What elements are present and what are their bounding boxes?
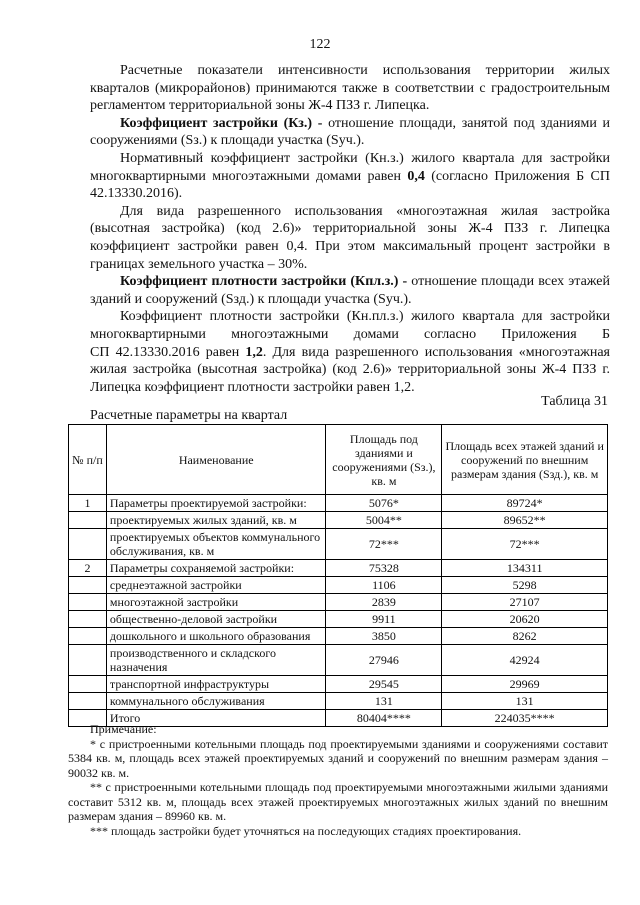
paragraph-kplz-normative: СП 42.13330.2016 равен 1,2. Для вида разрешенного использования «многоэтажная жилая застройка (высотная застройка) (код 2.6)» территориальной зоны Ж-4 ПЗЗ г. Липецка коэффициент плотности застройки равен 1,2. xyxy=(90,344,610,395)
table-row: проектируемых объектов коммунального обслуживания, кв. м 72*** 72*** xyxy=(69,529,608,560)
note-item: ** с пристроенными котельными площадь под проектируемыми многоэтажными жилыми зданиями составит 5312 кв. м, площадь всех этажей проектируемых многоэтажных жилых зданий по внешним размерам здания – 89960 кв. м. xyxy=(68,780,608,823)
notes xyxy=(68,722,608,838)
table-row: дошкольного и школьного образования 3850 8262 xyxy=(69,628,608,645)
table-row: проектируемых жилых зданий, кв. м 5004** 89652** xyxy=(69,512,608,529)
table-row: коммунального обслуживания 131 131 xyxy=(69,693,608,710)
table-row: общественно-деловой застройки 9911 20620 xyxy=(69,611,608,628)
header-num: № п/п xyxy=(69,425,107,495)
table-row: 2 Параметры сохраняемой застройки: 75328 134311 xyxy=(69,560,608,577)
note-item: *** площадь застройки будет уточняться на последующих стадиях проектирования. xyxy=(90,823,522,838)
body-text xyxy=(90,62,610,396)
value-kz: 0,4 xyxy=(407,168,425,184)
table-number: Таблица 31 xyxy=(541,394,608,409)
table-header-row xyxy=(69,425,608,495)
table-row: многоэтажной застройки 2839 27107 xyxy=(69,594,608,611)
notes-title: Примечание: xyxy=(90,722,157,736)
paragraph-kz-normative: Нормативный коэффициент застройки (Кн.з.) жилого квартала для застройки многоквартирными многоэтажными домами равен 0,4 (согласно Приложения Б СП 42.13330.2016). xyxy=(90,150,610,202)
header-floor-area: Площадь всех этажей зданий и сооружений по внешним размерам здания (Sзд.), кв. м xyxy=(442,425,608,495)
table-row-total: Итого 80404**** 224035**** xyxy=(69,710,608,727)
paragraph-kz-definition: Коэффициент застройки (Кз.) - отношение площади, занятой под зданиями и сооружениями (Sз.) к площади участка (Sуч.). xyxy=(90,115,611,149)
value-kplz: 1,2 xyxy=(245,344,263,360)
page-number: 122 xyxy=(309,37,331,52)
paragraph-intro: Расчетные показатели интенсивности использования территории жилых кварталов (микрорайонов) принимаются также в соответствии с градостроительным регламентом территориальной зоны Ж-4 ПЗЗ г. Липецка. xyxy=(90,63,610,114)
header-area: Площадь под зданиями и сооружениями (Sз.), кв. м xyxy=(326,425,442,495)
term-kz: Коэффициент застройки (Кз.) - xyxy=(120,115,323,131)
table-row: среднеэтажной застройки 1106 5298 xyxy=(69,577,608,594)
paragraph-kplz-definition: Коэффициент плотности застройки (Кпл.з.) - отношение площади всех этажей зданий и сооружений (Sзд.) к площади участка (Sуч.). xyxy=(90,274,611,307)
paragraph-kz-zone: Для вида разрешенного использования «многоэтажная жилая застройка (высотная застройка) (код 2.6)» территориальной зоны Ж-4 ПЗЗ г. Липецка коэффициент застройки равен 0,4. При этом максимальный процент застройки в границах земельного участка – 30%. xyxy=(90,203,610,272)
note-item: * с пристроенными котельными площадь под проектируемыми зданиями и сооружениями составит 5384 кв. м, площадь всех этажей проектируемых зданий и сооружений по внешним размерам здания – 90032 кв. м. xyxy=(68,736,608,780)
table-row: производственного и складского назначения 27946 42924 xyxy=(69,645,608,676)
table-row: транспортной инфраструктуры 29545 29969 xyxy=(69,676,608,693)
table-row: 1 Параметры проектируемой застройки: 5076* 89724* xyxy=(69,495,608,512)
paragraph-kplz-normative-line1: Коэффициент плотности застройки (Кн.пл.з.) жилого квартала для застройки многоквартирными многоэтажными домами согласно Приложения Б xyxy=(90,309,610,342)
parameters-table xyxy=(68,424,608,727)
header-name: Наименование xyxy=(106,425,326,495)
term-kplz: Коэффициент плотности застройки (Кпл.з.) - xyxy=(120,274,408,290)
table-caption: Расчетные параметры на квартал xyxy=(90,408,288,423)
